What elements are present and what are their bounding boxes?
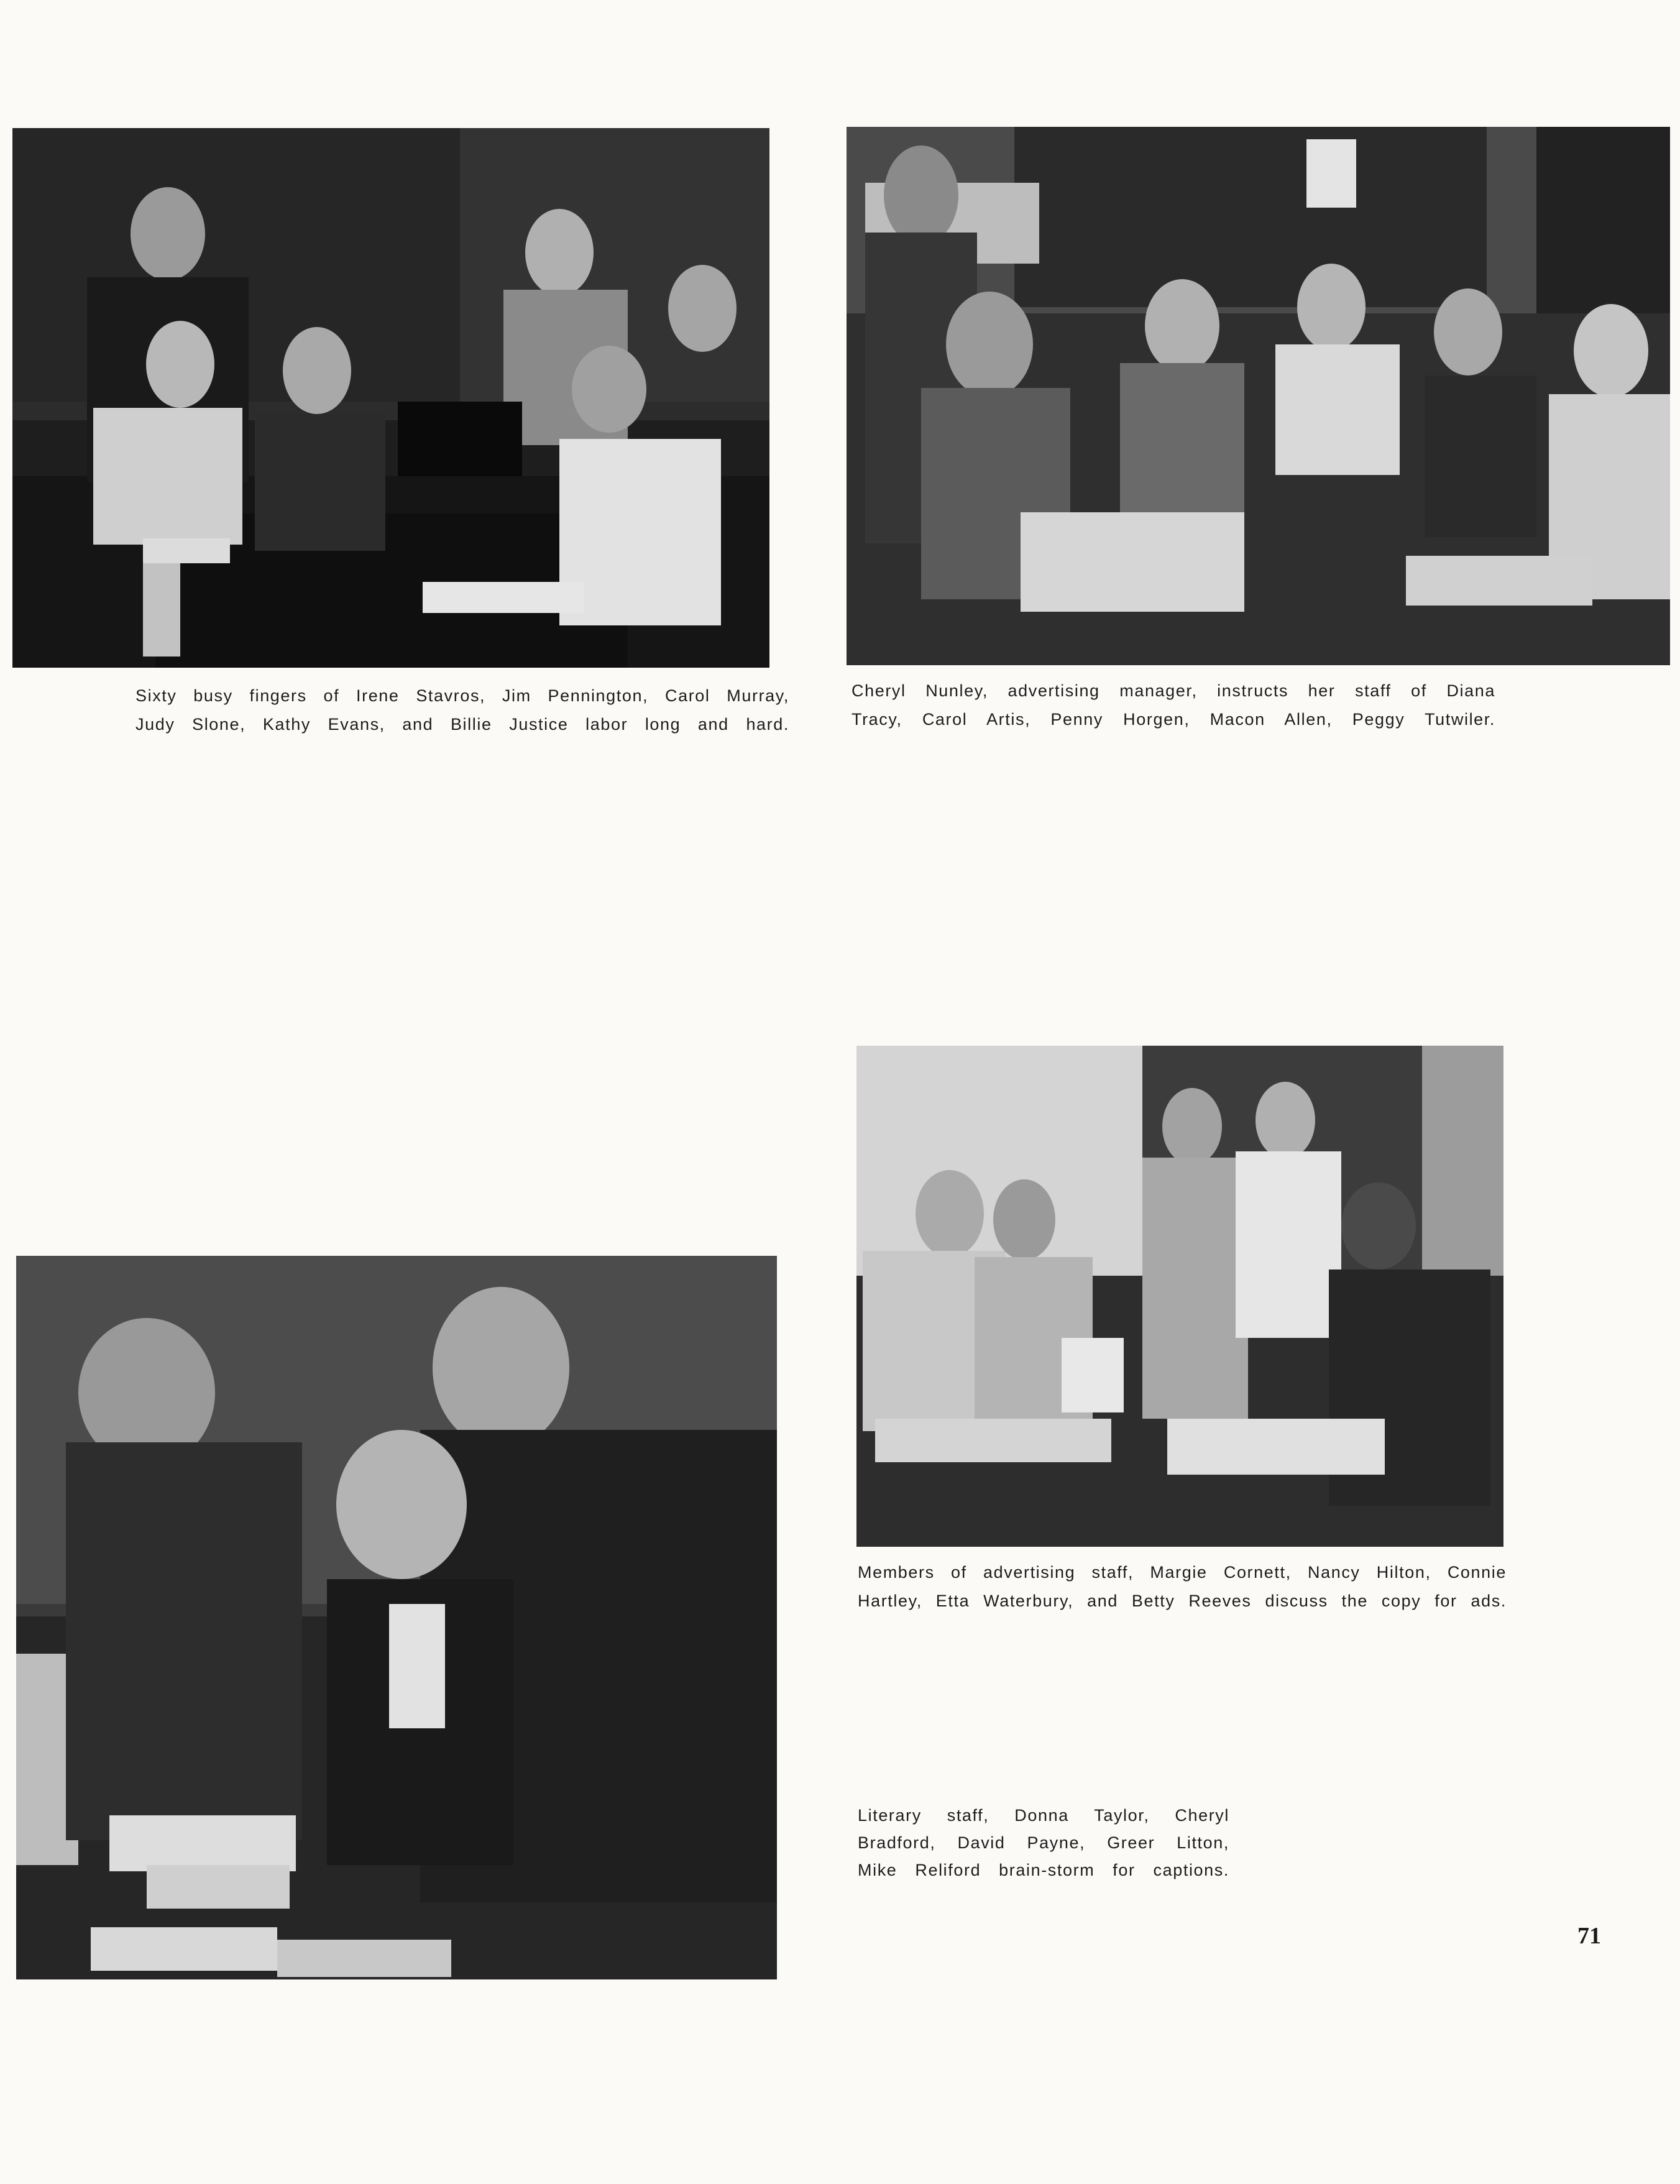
photo-typing-staff: [12, 128, 769, 668]
photo-advertising-staff: [856, 1046, 1503, 1547]
caption-advertising-staff: [858, 1558, 1507, 1615]
caption-literary-staff: [858, 1802, 1229, 1884]
caption-line: Tracy, Carol Artis, Penny Horgen, Macon Allen, Peggy Tutwiler.: [851, 710, 1495, 729]
caption-line: Members of advertising staff, Margie Cornett, Nancy Hilton, Connie: [858, 1563, 1507, 1582]
photo-advertising-manager-image: [847, 127, 1670, 665]
caption-advertising-manager: [851, 676, 1495, 734]
caption-line: Sixty busy fingers of Irene Stavros, Jim Pennington, Carol Murray,: [135, 686, 789, 705]
caption-typing-staff: [135, 681, 789, 739]
photo-literary-staff-image: [16, 1256, 777, 1979]
caption-line: Hartley, Etta Waterbury, and Betty Reeves discuss the copy for ads.: [858, 1592, 1507, 1610]
photo-typing-staff-image: [12, 128, 769, 668]
caption-line: Literary staff, Donna Taylor, Cheryl: [858, 1806, 1229, 1825]
caption-line: Cheryl Nunley, advertising manager, instructs her staff of Diana: [851, 681, 1495, 700]
photo-advertising-staff-image: [856, 1046, 1503, 1547]
caption-line: Bradford, David Payne, Greer Litton,: [858, 1833, 1229, 1852]
photo-literary-staff: [16, 1256, 777, 1979]
page-number: 71: [1577, 1923, 1601, 1949]
caption-line: Judy Slone, Kathy Evans, and Billie Justice labor long and hard.: [135, 715, 789, 734]
caption-line: Mike Reliford brain-storm for captions.: [858, 1861, 1229, 1879]
photo-advertising-manager: [847, 127, 1670, 665]
